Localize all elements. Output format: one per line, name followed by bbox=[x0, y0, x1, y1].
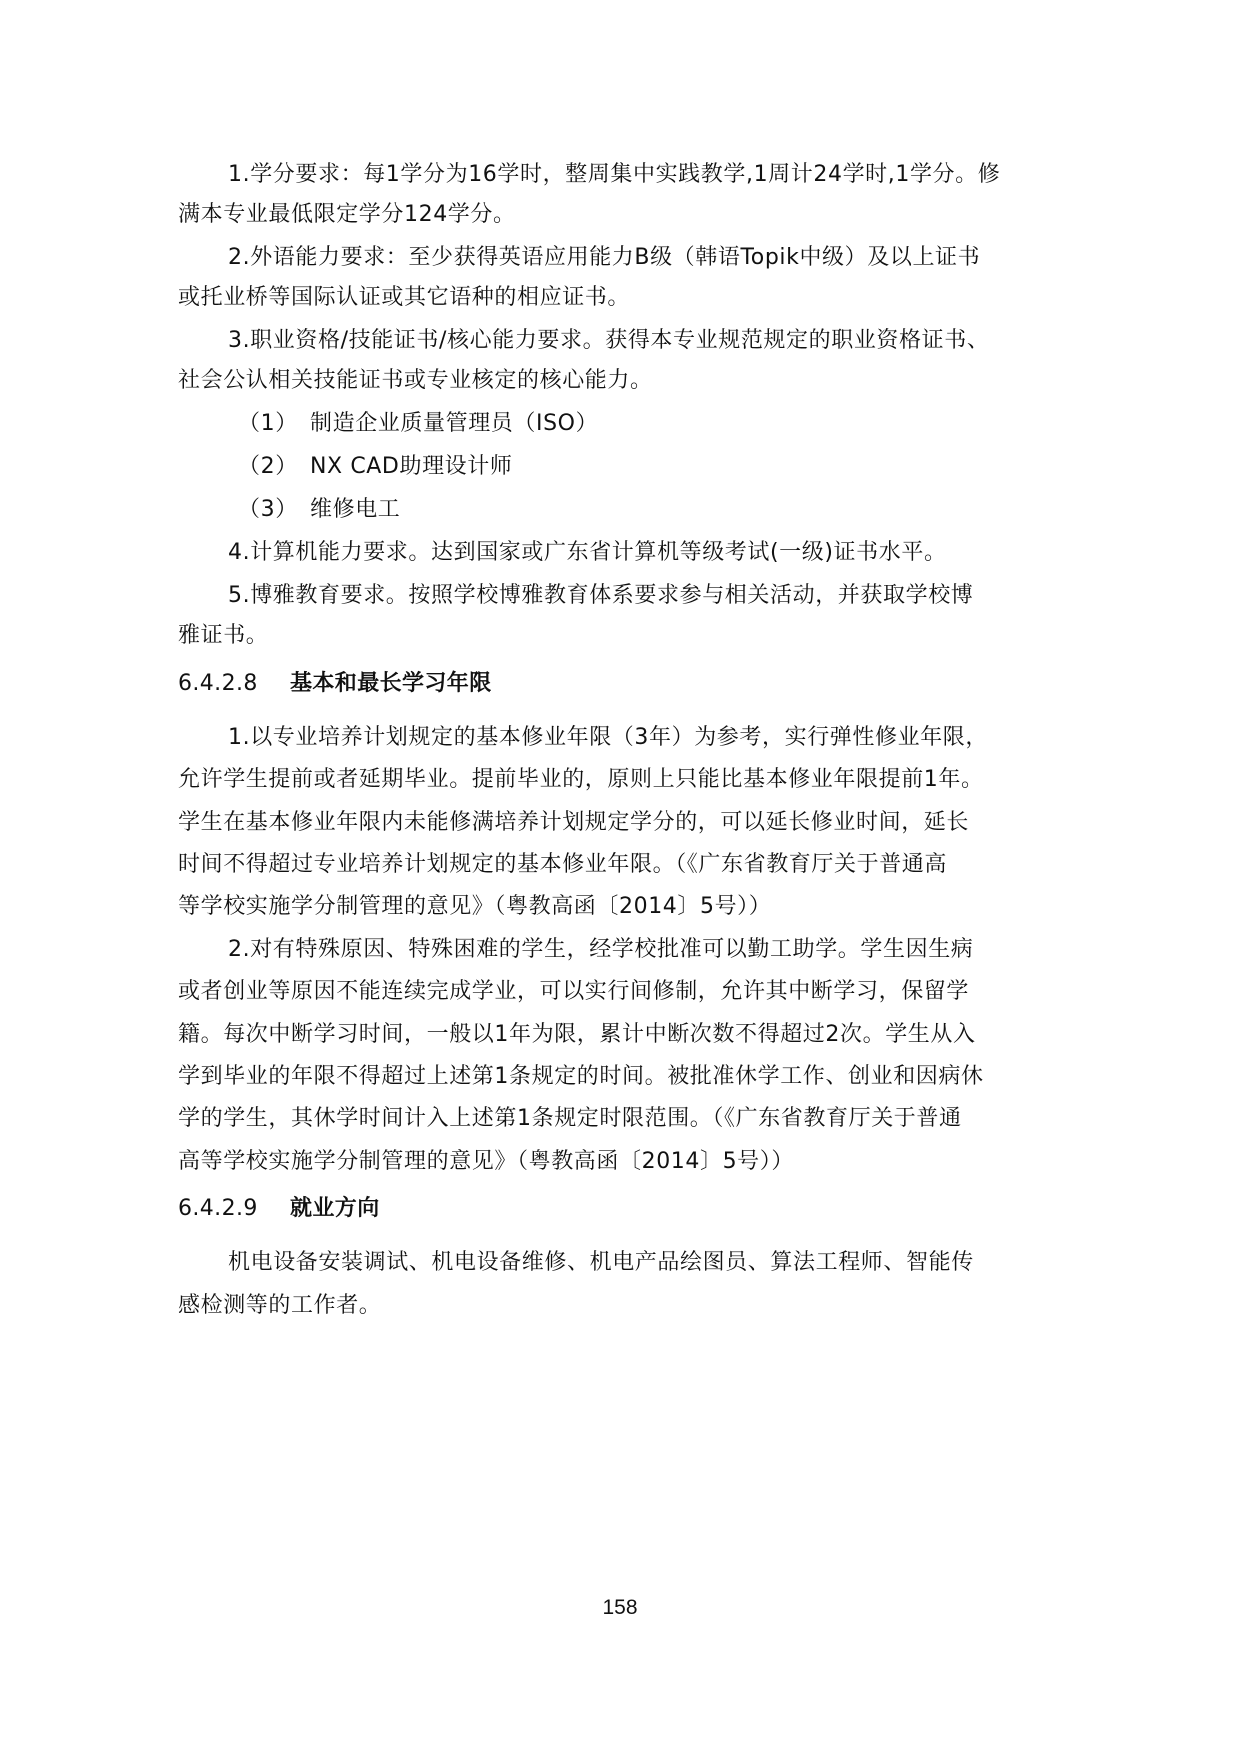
page-number: 158 bbox=[602, 1596, 638, 1619]
certificate-item bbox=[238, 404, 1066, 444]
body-line: 4.计算机能力要求。达到国家或广东省计算机等级考试(一级)证书水平。 bbox=[228, 540, 947, 565]
body-line: 或者创业等原因不能连续完成学业，可以实行间修制，允许其中断学习，保留学 bbox=[178, 979, 970, 1004]
body-line: 学的学生，其休学时间计入上述第1条规定时限范围。（《广东省教育厅关于普通 bbox=[178, 1106, 962, 1131]
body-line: 社会公认相关技能证书或专业核定的核心能力。 bbox=[178, 368, 653, 393]
certificate-number: （2） bbox=[238, 454, 298, 479]
section-number: 6.4.2.9 bbox=[178, 1196, 258, 1221]
certificate-text: 维修电工 bbox=[310, 497, 401, 522]
certificate-number: （3） bbox=[238, 497, 298, 522]
body-line: 或托业桥等国际认证或其它语种的相应证书。 bbox=[178, 285, 631, 310]
body-line: 1.以专业培养计划规定的基本修业年限（3年）为参考，实行弹性修业年限， bbox=[228, 725, 988, 750]
body-line: 满本专业最低限定学分124学分。 bbox=[178, 202, 516, 227]
body-line: 感检测等的工作者。 bbox=[178, 1293, 382, 1318]
body-line: 机电设备安装调试、机电设备维修、机电产品绘图员、算法工程师、智能传 bbox=[228, 1250, 974, 1275]
body-line: 时间不得超过专业培养计划规定的基本修业年限。（《广东省教育厅关于普通高 bbox=[178, 852, 948, 877]
body-line: 允许学生提前或者延期毕业。提前毕业的，原则上只能比基本修业年限提前1年。 bbox=[178, 767, 984, 792]
certificate-text: NX CAD助理设计师 bbox=[310, 454, 513, 479]
certificate-item bbox=[238, 447, 1066, 487]
section-heading-6429 bbox=[178, 1189, 380, 1229]
body-line: 学生在基本修业年限内未能修满培养计划规定学分的，可以延长修业时间，延长 bbox=[178, 810, 970, 835]
certificate-item bbox=[238, 490, 1066, 530]
section-title: 就业方向 bbox=[290, 1196, 380, 1221]
body-line: 籍。每次中断学习时间，一般以1年为限，累计中断次数不得超过2次。学生从入 bbox=[178, 1022, 976, 1047]
body-line: 等学校实施学分制管理的意见》（粤教高函〔2014〕5号）） bbox=[178, 894, 772, 919]
body-line: 雅证书。 bbox=[178, 623, 269, 648]
section-heading-6428 bbox=[178, 664, 492, 704]
certificate-text: 制造企业质量管理员（ISO） bbox=[310, 411, 599, 436]
body-line: 高等学校实施学分制管理的意见》（粤教高函〔2014〕5号）） bbox=[178, 1149, 794, 1174]
body-line: 5.博雅教育要求。按照学校博雅教育体系要求参与相关活动，并获取学校博 bbox=[228, 583, 974, 608]
certificate-number: （1） bbox=[238, 411, 298, 436]
body-line: 2.对有特殊原因、特殊困难的学生，经学校批准可以勤工助学。学生因生病 bbox=[228, 937, 974, 962]
body-line: 1.学分要求：每1学分为16学时，整周集中实践教学,1周计24学时,1学分。修 bbox=[228, 162, 1001, 187]
body-line: 2.外语能力要求：至少获得英语应用能力B级（韩语Topik中级）及以上证书 bbox=[228, 245, 981, 270]
body-line: 3.职业资格/技能证书/核心能力要求。获得本专业规范规定的职业资格证书、 bbox=[228, 328, 990, 353]
body-line: 学到毕业的年限不得超过上述第1条规定的时间。被批准休学工作、创业和因病休 bbox=[178, 1064, 984, 1089]
section-title: 基本和最长学习年限 bbox=[290, 671, 492, 696]
section-number: 6.4.2.8 bbox=[178, 671, 258, 696]
